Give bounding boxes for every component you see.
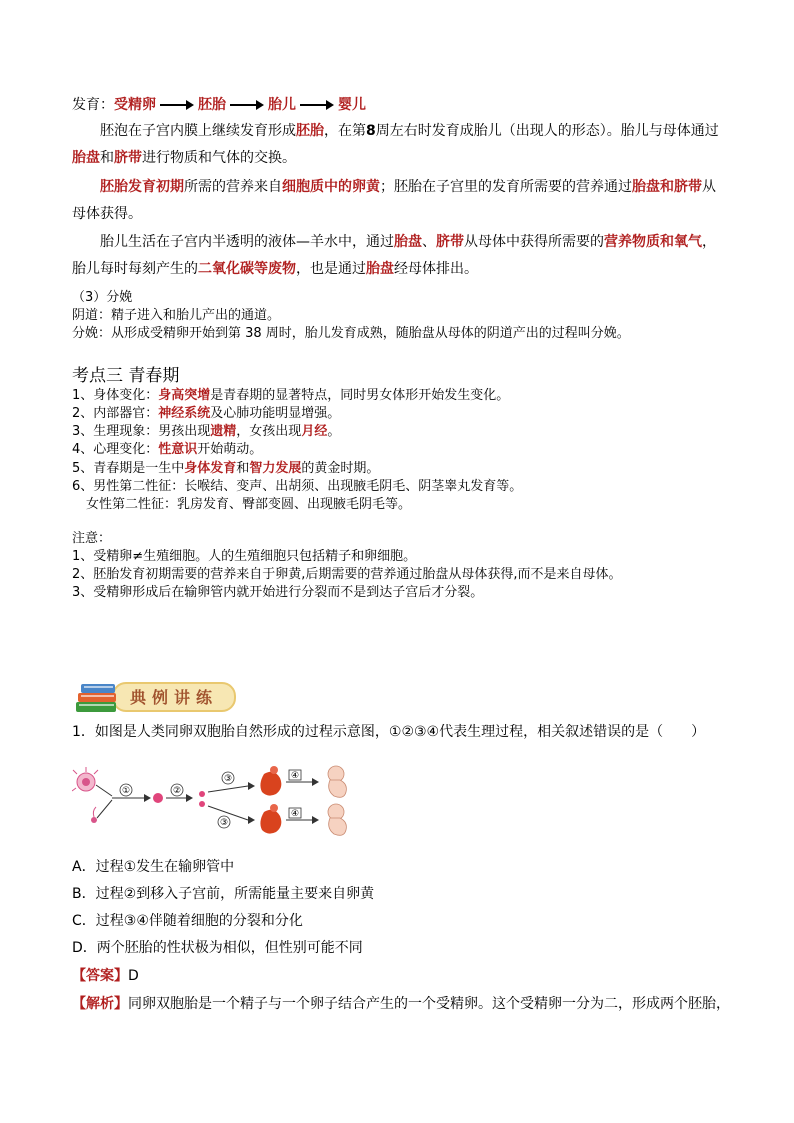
notes-title: 注意：: [72, 531, 112, 546]
development-chain: [72, 95, 366, 115]
process-label-4b: ④: [290, 809, 300, 819]
process-label-3: ③: [223, 774, 233, 784]
process-label-2: ②: [172, 786, 182, 796]
stage-embryo: 胚胎: [198, 97, 226, 113]
puberty-item-3: 3、生理现象：男孩出现遗精，女孩出现月经。: [72, 424, 341, 439]
option-c: C．过程③④伴随着细胞的分裂和分化: [72, 913, 303, 929]
development-paragraph-2: 胚胎发育初期所需的营养来自细胞质中的卵黄；胚胎在子宫里的发育所需要的营养通过胎盘和脐带从母体获得。: [72, 179, 716, 222]
sperm-icon: [91, 807, 97, 823]
answer-line: [72, 966, 139, 986]
note-1: 1、受精卵≠生殖细胞。人的生殖细胞只包括精子和卵细胞。: [72, 549, 417, 564]
analysis-text: 同卵双胞胎是一个精子与一个卵子结合产生的一个受精卵。这个受精卵一分为二，形成两个胚胎，: [128, 996, 730, 1012]
option-b: B．过程②到移入子宫前，所需能量主要来自卵黄: [72, 886, 375, 902]
puberty-item-6: 6、男性第二性征：长喉结、变声、出胡须、出现腋毛阴毛、阴茎睾丸发育等。: [72, 479, 523, 494]
stage-zygote: 受精卵: [114, 97, 156, 113]
development-paragraph-3: 胎儿生活在子宫内半透明的液体—羊水中，通过胎盘、脐带从母体中获得所需要的营养物质和氧气，胎儿每时每刻产生的二氧化碳等废物，也是通过胎盘经母体排出。: [72, 234, 716, 277]
embryo-icon: [260, 766, 281, 796]
books-icon: [72, 676, 122, 716]
analysis-tag: 【解析】: [72, 996, 128, 1012]
puberty-item-2: 2、内部器官：神经系统及心肺功能明显增强。: [72, 406, 341, 421]
analysis-line: [72, 994, 730, 1014]
note-3: 3、受精卵形成后在输卵管内就开始进行分裂而不是到达子宫后才分裂。: [72, 585, 484, 600]
zygote-icon: [153, 793, 163, 803]
process-label-1: ①: [121, 786, 131, 796]
answer-tag: 【答案】: [72, 968, 128, 984]
development-paragraph-1: 胚泡在子宫内膜上继续发育形成胚胎，在第8周左右时发育成胎儿（出现人的形态）。胎儿与母体通过胎盘和脐带进行物质和气体的交换。: [72, 123, 719, 166]
delivery-title: （3）分娩: [72, 290, 133, 305]
vagina-definition: 阴道：精子进入和胎儿产出的通道。: [72, 308, 281, 323]
answer-value: D: [128, 968, 139, 984]
twin-formation-diagram: [72, 760, 372, 848]
process-label-4: ④: [290, 771, 300, 781]
egg-cell-icon: [72, 767, 98, 791]
banner-label: 典例讲练: [130, 688, 219, 707]
puberty-item-5: 5、青春期是一生中身体发育和智力发展的黄金时期。: [72, 461, 380, 476]
section-heading: 考点三 青春期: [72, 366, 180, 386]
puberty-item-1: 1、身体变化：身高突增是青春期的显著特点，同时男女体形开始发生变化。: [72, 388, 510, 403]
embryo-icon: [260, 804, 281, 834]
arrow-icon: [300, 100, 334, 110]
cell-icon: [199, 791, 205, 797]
development-label: 发育：: [72, 97, 114, 113]
option-a: A．过程①发生在输卵管中: [72, 859, 235, 875]
fetus-icon: [328, 766, 346, 797]
delivery-definition: 分娩：从形成受精卵开始到第 38 周时，胎儿发育成熟，随胎盘从母体的阴道产出的过程叫分娩。: [72, 326, 630, 341]
stage-baby: 婴儿: [338, 97, 366, 113]
question-stem: 1．如图是人类同卵双胞胎自然形成的过程示意图，①②③④代表生理过程，相关叙述错误的是（ ）: [72, 724, 706, 740]
process-label-3b: ③: [219, 818, 229, 828]
section-banner: [72, 676, 236, 716]
option-d: D．两个胚胎的性状极为相似，但性别可能不同: [72, 940, 363, 956]
fetus-icon: [328, 804, 346, 835]
puberty-item-6-female: 女性第二性征：乳房发育、臀部变圆、出现腋毛阴毛等。: [86, 497, 412, 512]
cell-icon: [199, 801, 205, 807]
arrow-icon: [160, 100, 194, 110]
arrow-icon: [230, 100, 264, 110]
stage-fetus: 胎儿: [268, 97, 296, 113]
puberty-item-4: 4、心理变化：性意识开始萌动。: [72, 442, 263, 457]
note-2: 2、胚胎发育初期需要的营养来自于卵黄,后期需要的营养通过胎盘从母体获得,而不是来自母体。: [72, 567, 622, 582]
